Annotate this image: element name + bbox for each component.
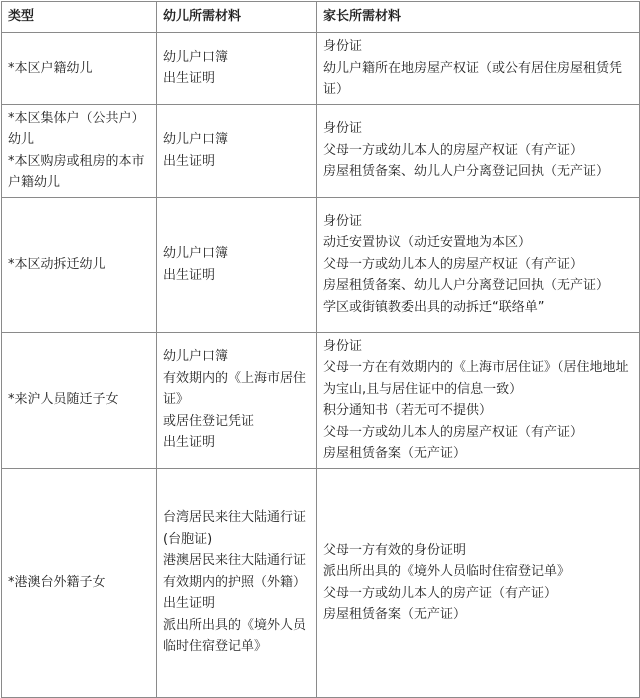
parent-item: 动迁安置协议（动迁安置地为本区）: [323, 235, 532, 251]
parent-item: 父母一方在有效期内的《上海市居住证》（居住地地址为宝山,且与居住证中的信息一致）: [323, 360, 629, 397]
child-item: 出生证明: [163, 435, 216, 451]
child-materials-cell: [157, 33, 317, 105]
type-line: *港澳台外籍子女: [8, 574, 106, 590]
parent-item: 房屋租赁备案、幼儿人户分离登记回执（无产证）: [323, 164, 610, 180]
parent-item: 幼儿户籍所在地房屋产权证（或公有居住房屋租赁凭证）: [323, 60, 623, 97]
parent-materials-cell: [317, 468, 640, 697]
child-item: 派出所出具的《境外人员临时住宿登记单》: [163, 617, 307, 655]
child-materials-cell: [157, 332, 317, 468]
child-item: 出生证明: [163, 71, 216, 87]
parent-item: 派出所出具的《境外人员临时住宿登记单》: [323, 564, 571, 579]
parent-item: 身份证: [323, 121, 363, 137]
parent-materials-cell: [317, 332, 640, 468]
child-item: 出生证明: [163, 596, 216, 612]
parent-item: 身份证: [323, 338, 363, 354]
parent-item: 父母一方或幼儿本人的房屋产权证（有产证）: [323, 142, 584, 158]
child-item: 港澳居民来往大陆通行证: [163, 553, 307, 569]
child-item: 幼儿户口簿: [163, 49, 229, 65]
child-item: 幼儿户口簿: [163, 349, 229, 365]
parent-item: 父母一方或幼儿本人的房屋产权证（有产证）: [323, 424, 584, 440]
parent-materials-cell: [317, 33, 640, 105]
parent-item: 房屋租赁备案（无产证）: [323, 607, 467, 622]
child-item: 或居住登记凭证: [163, 413, 255, 429]
parent-item: 父母一方或幼儿本人的房屋产权证（有产证）: [323, 256, 584, 272]
parent-item: 房屋租赁备案、幼儿人户分离登记回执（无产证）: [323, 278, 610, 294]
child-item: 有效期内的护照（外籍）: [163, 574, 307, 590]
type-cell: [2, 104, 157, 197]
table-row: [2, 197, 640, 332]
table-row: [2, 104, 640, 197]
parent-materials-cell: [317, 104, 640, 197]
parent-item: 父母一方有效的身份证明: [323, 542, 467, 558]
child-item: 台湾居民来往大陆通行证(台胞证): [163, 510, 307, 547]
header-child-materials: 幼儿所需材料: [157, 2, 317, 33]
type-cell: [2, 468, 157, 697]
parent-item: 学区或街镇教委出具的动拆迁“联络单”: [323, 299, 545, 315]
type-cell: [2, 332, 157, 468]
parent-item: 身份证: [323, 39, 363, 54]
parent-materials-cell: [317, 197, 640, 332]
child-item: 幼儿户口簿: [163, 246, 229, 261]
header-type: 类型: [2, 2, 157, 33]
type-line: *来沪人员随迁子女: [8, 392, 119, 408]
type-line: *本区购房或租房的本市户籍幼儿: [8, 153, 145, 190]
type-line: *本区动拆迁幼儿: [8, 256, 106, 272]
child-item: 有效期内的《上海市居住证》: [163, 370, 307, 408]
child-item: 幼儿户口簿: [163, 132, 229, 147]
table-row: [2, 33, 640, 105]
child-materials-cell: [157, 197, 317, 332]
table-row: [2, 332, 640, 468]
table-row: [2, 468, 640, 697]
type-line: *本区户籍幼儿: [8, 60, 93, 76]
parent-item: 房屋租赁备案（无产证）: [323, 446, 467, 461]
child-item: 出生证明: [163, 153, 216, 169]
parent-item: 积分通知书（若无可不提供）: [323, 403, 493, 418]
child-item: 出生证明: [163, 267, 216, 283]
type-cell: [2, 197, 157, 332]
type-cell: [2, 33, 157, 105]
materials-table: [1, 1, 640, 698]
header-row: [2, 2, 640, 33]
parent-item: 父母一方或幼儿本人的房产证（有产证）: [323, 585, 558, 601]
type-line: *本区集体户（公共户）幼儿: [8, 110, 145, 147]
child-materials-cell: [157, 468, 317, 697]
header-parent-materials: 家长所需材料: [317, 2, 640, 33]
parent-item: 身份证: [323, 213, 363, 229]
child-materials-cell: [157, 104, 317, 197]
